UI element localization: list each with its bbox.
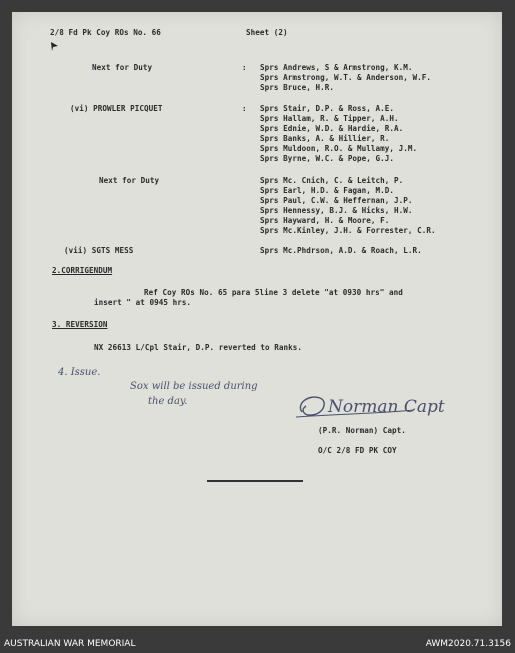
sgts-mess-label: (vii) SGTS MESS [64,246,134,255]
colon: : [242,63,247,72]
picquet-line: Sprs Ednie, W.D. & Hardie, R.A. [260,124,404,133]
duty-line: Sprs Hennessy, B.J. & Hicks, H.W. [260,206,413,215]
order-header: 2/8 Fd Pk Coy ROs No. 66 [50,28,161,37]
hole-punch-mark [50,40,60,52]
document-page [12,12,502,626]
signature-text: Norman Capt [328,397,445,417]
duty-line: Sprs Andrews, S & Armstrong, K.M. [260,63,413,72]
signatory-name: (P.R. Norman) Capt. [318,426,406,435]
footer-source: AUSTRALIAN WAR MEMORIAL [4,639,136,649]
picquet-line: Sprs Muldoon, R.O. & Mullamy, J.M. [260,144,418,153]
signature [294,384,474,424]
duty-line: Sprs Paul, C.W. & Heffernan, J.P. [260,196,413,205]
corrigendum-heading: 2.CORRIGENDUM [52,266,113,275]
next-for-duty-label: Next for Duty [92,63,153,72]
footer-accession: AWM2020.71.3156 [425,639,511,649]
signatory-unit: O/C 2/8 FD PK COY [318,446,397,455]
duty-line: Sprs Bruce, H.R. [260,83,334,92]
corrigendum-line: Ref Coy ROs No. 65 para 5line 3 delete "at 0930 hrs" and [144,288,403,297]
next-for-duty-label: Next for Duty [99,176,160,185]
duty-line: Sprs Mc. Cnich, C. & Leitch, P. [260,176,404,185]
corrigendum-line: insert " at 0945 hrs. [94,298,192,307]
reversion-line: NX 26613 L/Cpl Stair, D.P. reverted to Ranks. [94,343,302,352]
duty-line: Sprs Hayward, H. & Moore, F. [260,216,390,225]
handwritten-note: the day. [148,396,188,407]
handwritten-note: Sox will be issued during [130,381,258,392]
divider-line [207,480,303,482]
duty-line: Sprs Armstrong, W.T. & Anderson, W.F. [260,73,432,82]
reversion-heading: 3. REVERSION [52,320,108,329]
picquet-line: Sprs Byrne, W.C. & Pope, G.J. [260,154,395,163]
sheet-number: Sheet (2) [246,28,288,37]
colon: : [242,104,247,113]
picquet-line: Sprs Stair, D.P. & Ross, A.E. [260,104,395,113]
mess-line: Sprs Mc.Phdrson, A.D. & Roach, L.R. [260,246,422,255]
duty-line: Sprs Earl, H.D. & Fagan, M.D. [260,186,395,195]
picquet-line: Sprs Hallam, R. & Tipper, A.H. [260,114,399,123]
duty-line: Sprs Mc.Kinley, J.H. & Forrester, C.R. [260,226,436,235]
picquet-line: Sprs Banks, A. & Hillier, R. [260,134,390,143]
prowler-picquet-label: (vi) PROWLER PICQUET [70,104,163,113]
handwritten-note: 4. Issue. [58,367,101,378]
